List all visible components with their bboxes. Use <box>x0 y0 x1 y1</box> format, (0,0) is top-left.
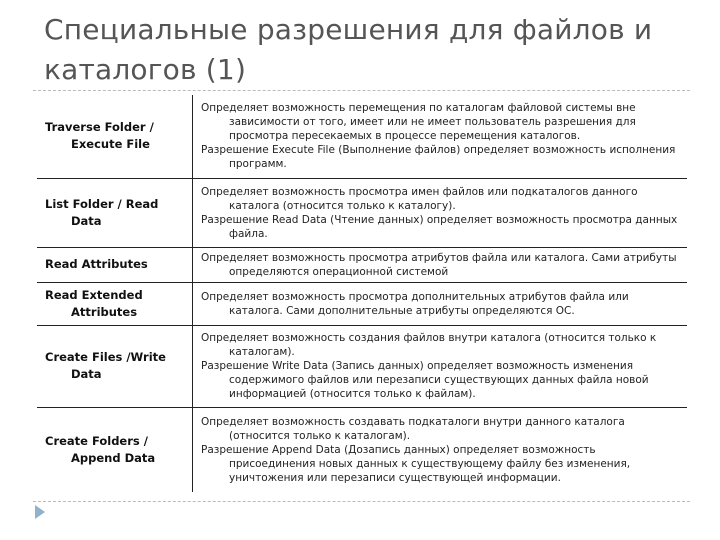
description-paragraph: Разрешение Execute File (Выполнение файлов) определяет возможность исполнения программ. <box>201 144 676 171</box>
bullet-triangle-icon <box>35 505 45 519</box>
description-paragraph: Определяет возможность перемещения по каталогам файловой системы вне зависимости от того, имеет или не имеет пользователь разрешения для просмотра пересекаемых в процессе перемещения каталогов. <box>201 102 636 143</box>
table-row <box>37 407 687 492</box>
description-paragraph: Определяет возможность создания файлов внутри каталога (относится только к каталогам). <box>201 332 657 358</box>
description-paragraph: Разрешение Append Data (Дозапись данных) определяет возможность присоединения новых данных к существующему файлу без изменения, уничтожения или перезаписи существующей информации. <box>201 443 631 484</box>
permission-name <box>37 95 193 178</box>
permission-name-text: List Folder / Read Data <box>45 196 159 228</box>
permission-name <box>37 407 193 492</box>
permission-name <box>37 247 193 282</box>
description-paragraph: Определяет возможность просмотра атрибутов файла или каталога. Сами атрибуты определяются операционной системой <box>201 251 677 278</box>
slide-title: Специальные разрешения для файлов и каталогов (1) <box>44 13 653 86</box>
permission-name-text: Create Files /Write Data <box>45 350 166 381</box>
description-paragraph: Определяет возможность просмотра дополнительных атрибутов файла или каталога. Сами дополнительные атрибуты определяются ОС. <box>201 290 629 317</box>
table-row <box>37 178 687 247</box>
permission-name <box>37 282 193 325</box>
table-row <box>37 247 687 282</box>
table-row <box>37 325 687 407</box>
description-paragraph: Разрешение Write Data (Запись данных) определяет возможность изменения содержимого файлов или перезаписи существующих данных файла новой информацией (относится только к файлам). <box>201 360 649 400</box>
permission-name-text: Create Folders / Append Data <box>45 433 156 465</box>
permission-description <box>193 407 688 492</box>
permission-name-text: Read Extended Attributes <box>45 287 143 319</box>
permission-name-text: Traverse Folder / Execute File <box>45 120 154 152</box>
permission-name-text: Read Attributes <box>45 257 148 271</box>
description-paragraph: Определяет возможность создавать подкаталоги внутри данного каталога (относится только к каталогам). <box>201 415 625 442</box>
permission-name <box>37 325 193 407</box>
table-row <box>37 95 687 178</box>
permission-description <box>193 325 688 407</box>
description-paragraph: Определяет возможность просмотра имен файлов или подкаталогов данного каталога (относится только к каталогу). <box>201 185 638 212</box>
permissions-table <box>37 95 687 492</box>
table-row <box>37 282 687 325</box>
permission-name <box>37 178 193 247</box>
description-paragraph: Разрешение Read Data (Чтение данных) определяет возможность просмотра данных файла. <box>201 213 678 240</box>
permission-description <box>193 95 688 178</box>
permission-description <box>193 178 688 247</box>
permission-description <box>193 282 688 325</box>
permission-description <box>193 247 688 282</box>
